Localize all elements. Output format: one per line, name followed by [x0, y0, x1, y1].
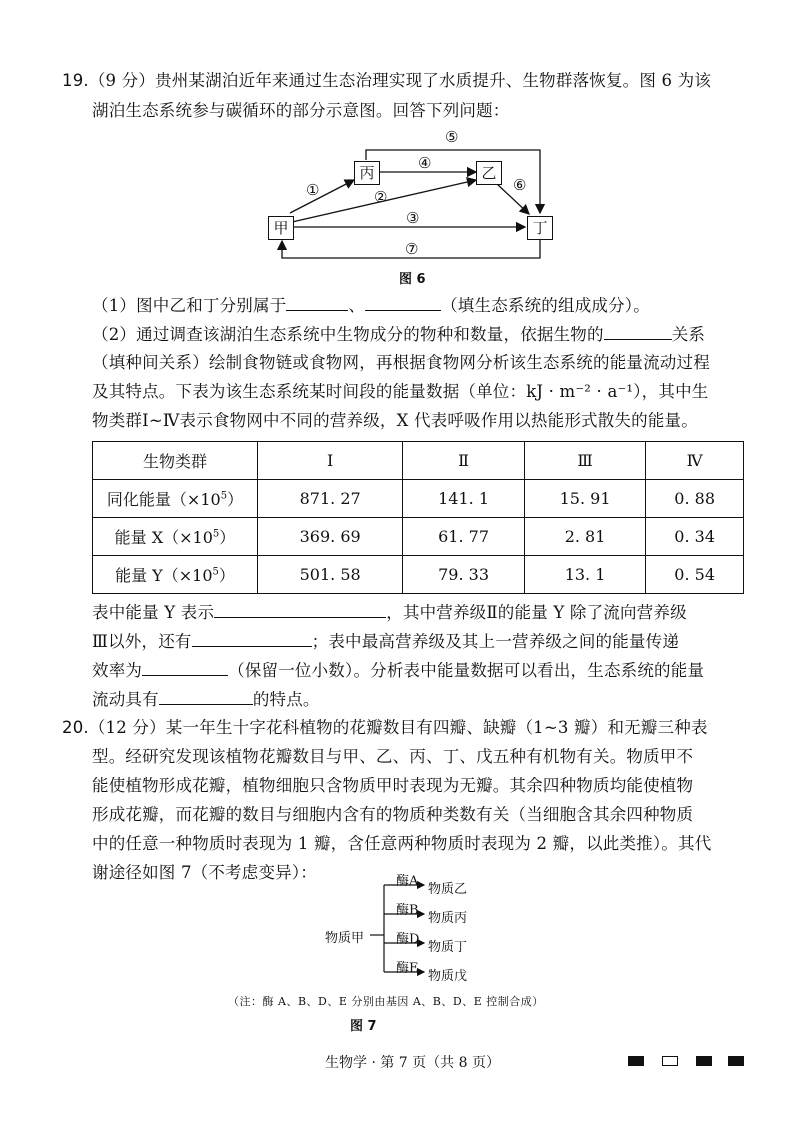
after-text-4b: 的特点。 [252, 690, 320, 709]
q19-p1-text-a: （1）图中乙和丁分别属于 [92, 296, 287, 315]
table-header: Ⅲ [524, 442, 645, 480]
q19-line-2: 湖泊生态系统参与碳循环的部分示意图。回答下列问题： [92, 101, 510, 120]
figure-7-note: （注：酶 A、B、D、E 分别由基因 A、B、D、E 控制合成） [228, 995, 544, 1008]
q19-part-2-line-2: （填种间关系）绘制食物链或食物网，再根据食物网分析该生态系统的能量流动过程 [92, 353, 710, 372]
registration-mark [662, 1056, 678, 1066]
q19-part-2-line-3: 及其特点。下表为该生态系统某时间段的能量数据（单位：kJ · m⁻² · a⁻¹），其中生 [92, 382, 709, 401]
row-label-exp: 5 [220, 490, 228, 502]
product-wu: 物质戊 [428, 969, 468, 984]
after-text-2a: Ⅲ以外，还有 [92, 632, 192, 651]
figure-6-caption: 图 6 [399, 272, 426, 287]
table-header: Ⅰ [258, 442, 403, 480]
table-cell: 871. 27 [258, 480, 403, 518]
registration-mark [628, 1056, 644, 1066]
node-yi: 乙 [476, 161, 502, 185]
label-5: ⑤ [445, 128, 459, 146]
table-cell: 0. 34 [646, 518, 744, 556]
label-3: ③ [406, 209, 420, 227]
q19-stem-1: （9 分）贵州某湖泊近年来通过生态治理实现了水质提升、生物群落恢复。图 6 为该 [88, 71, 712, 90]
table-cell: 79. 33 [403, 556, 524, 594]
row-label-exp: 5 [212, 566, 219, 578]
after-text-3a: 效率为 [92, 661, 143, 680]
node-bing: 丙 [354, 161, 380, 185]
q20-line-4: 形成花瓣，而花瓣的数目与细胞内含有的物质种类数有关（当细胞含其余四种物质 [92, 805, 694, 824]
label-7: ⑦ [405, 240, 419, 258]
table-header: Ⅱ [403, 442, 524, 480]
label-2: ② [374, 188, 388, 206]
table-header: Ⅳ [646, 442, 744, 480]
table-cell: 2. 81 [524, 518, 645, 556]
q19-p1-sep: 、 [348, 296, 366, 315]
row-label-close: ） [218, 566, 235, 585]
table-cell: 501. 58 [258, 556, 403, 594]
label-4: ④ [418, 154, 432, 172]
enzyme-a-label: 酶A [396, 874, 419, 889]
product-yi: 物质乙 [428, 882, 468, 897]
q20-line-3: 能使植物形成花瓣，植物细胞只含物质甲时表现为无瓣。其余四种物质均能使植物 [92, 776, 694, 795]
q19-p2-text-a: （2）通过调查该湖泊生态系统中生物成分的物种和数量，依据生物的 [92, 325, 604, 344]
q19-p1-text-b: （填生态系统的组成成分）。 [441, 296, 650, 315]
q20-line-5: 中的任意一种物质时表现为 1 瓣，含任意两种物质时表现为 2 瓣，以此类推）。其代 [92, 834, 712, 853]
table-header: 生物类群 [93, 442, 258, 480]
q20-line-2: 型。经研究发现该植物花瓣数目与甲、乙、丙、丁、戊五种有机物有关。物质甲不 [92, 747, 694, 766]
table-cell: 61. 77 [403, 518, 524, 556]
after-text-2b: ；表中最高营养级及其上一营养级之间的能量传递 [311, 632, 680, 651]
label-1: ① [306, 181, 320, 199]
table-cell: 141. 1 [403, 480, 524, 518]
pathway-source: 物质甲 [325, 931, 365, 946]
after-text-4a: 流动具有 [92, 690, 159, 709]
after-text-3b: （保留一位小数）。分析表中能量数据可以看出，生态系统的能量 [228, 661, 705, 680]
q20-line-6: 谢途径如图 7（不考虑变异）： [92, 863, 317, 882]
table-cell: 0. 54 [646, 556, 744, 594]
q19-part-2-line-4: 物类群Ⅰ~Ⅳ表示食物网中不同的营养级，X 代表呼吸作用以热能形式散失的能量。 [92, 411, 698, 430]
q19-p2-text-b: 关系 [671, 325, 706, 344]
q20-number: 20. [62, 718, 89, 737]
row-label-close: ） [219, 528, 236, 547]
table-cell: 369. 69 [258, 518, 403, 556]
registration-mark [728, 1056, 744, 1066]
page-footer: 生物学 · 第 7 页（共 8 页） [325, 1055, 500, 1071]
enzyme-e-label: 酶E [396, 961, 419, 976]
q20-stem-1: （12 分）某一年生十字花科植物的花瓣数目有四瓣、缺瓣（1~3 瓣）和无瓣三种表 [88, 718, 708, 737]
after-text-1b: ，其中营养级Ⅱ的能量 Y 除了流向营养级 [386, 603, 687, 622]
label-6: ⑥ [513, 176, 527, 194]
enzyme-d-label: 酶D [396, 932, 420, 947]
figure-7-caption: 图 7 [350, 1019, 377, 1034]
row-label-close: ） [227, 490, 244, 509]
table-cell: 13. 1 [524, 556, 645, 594]
product-bing: 物质丙 [428, 911, 468, 926]
row-label-text: 能量 X（×10 [114, 528, 213, 547]
table-cell: 15. 91 [524, 480, 645, 518]
table-cell: 0. 88 [646, 480, 744, 518]
enzyme-b-label: 酶B [396, 903, 419, 918]
node-jia: 甲 [268, 216, 294, 240]
row-label-exp: 5 [212, 528, 220, 540]
row-label-text: 同化能量（×10 [106, 490, 221, 509]
q19-number: 19. [62, 71, 89, 90]
after-text-1a: 表中能量 Y 表示 [92, 603, 215, 622]
product-ding: 物质丁 [428, 940, 468, 955]
registration-mark [696, 1056, 712, 1066]
row-label-text: 能量 Y（×10 [115, 566, 213, 585]
node-ding: 丁 [527, 216, 553, 240]
